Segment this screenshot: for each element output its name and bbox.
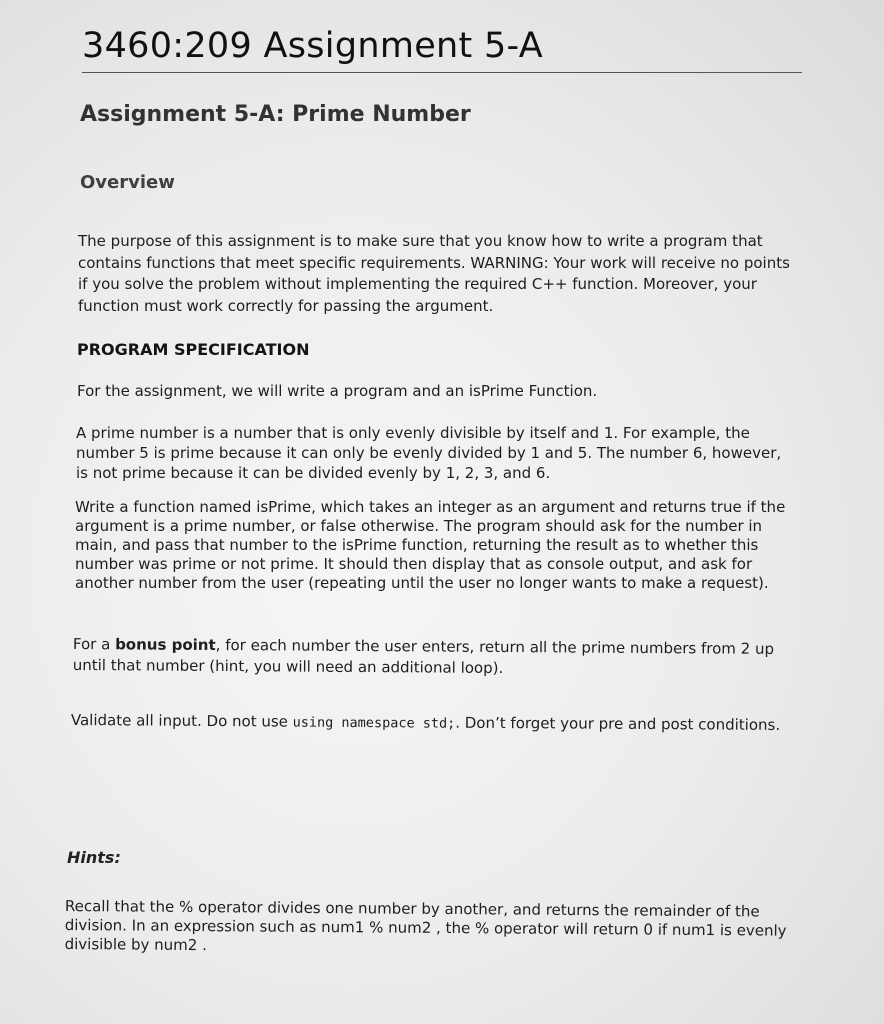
bonus-paragraph: [73, 634, 793, 681]
isprime-requirements-paragraph: Write a function named isPrime, which takes an integer as an argument and returns true if the argument is a prime number, or false otherwise. The program should ask for the number in main, and pass that number to the isPrime function, returning the result as to whether this number was prime or not prime. It should then display that as console output, and ask for another number from the user (repeating until the user no longer wants to make a request).: [75, 498, 786, 592]
validate-suffix: . Don’t forget your pre and post conditions.: [455, 713, 781, 734]
assignment-heading: Assignment 5-A: Prime Number: [80, 102, 471, 127]
hints-heading: Hints:: [67, 848, 121, 867]
overview-heading: Overview: [80, 172, 175, 193]
bonus-point-label: bonus point: [115, 635, 216, 654]
validate-prefix: Validate all input. Do not use: [70, 710, 293, 731]
document-title: 3460:209 Assignment 5-A: [82, 26, 543, 66]
validation-paragraph: [71, 709, 791, 738]
program-specification-heading: PROGRAM SPECIFICATION: [77, 340, 310, 359]
assignment-intro-paragraph: For the assignment, we will write a program and an isPrime Function.: [77, 382, 598, 400]
prime-definition-paragraph: A prime number is a number that is only evenly divisible by itself and 1. For example, the number 5 is prime because it can only be evenly divided by 1 and 5. The number 6, however, is not prime because it can be divided evenly by 1, 2, 3, and 6.: [76, 424, 782, 482]
namespace-code: using namespace std;: [292, 714, 456, 732]
bonus-prefix: For a: [72, 635, 116, 654]
title-divider: [82, 72, 802, 73]
purpose-paragraph: The purpose of this assignment is to make sure that you know how to write a program that contains functions that meet specific requirements. WARNING: Your work will receive no points if you solve the problem without implementing the required C++ function. Moreover, your function must work correctly for passing the argument.: [78, 232, 790, 315]
bonus-suffix: , for each number the user enters, return all the prime numbers from 2 up until that number (hint, you will need an additional loop).: [72, 635, 775, 678]
modulo-hint-paragraph: Recall that the % operator divides one number by another, and returns the remainder of the division. In an expression such as num1 % num2 , the % operator will return 0 if num1 is evenly divisible by num2 .: [64, 897, 787, 955]
